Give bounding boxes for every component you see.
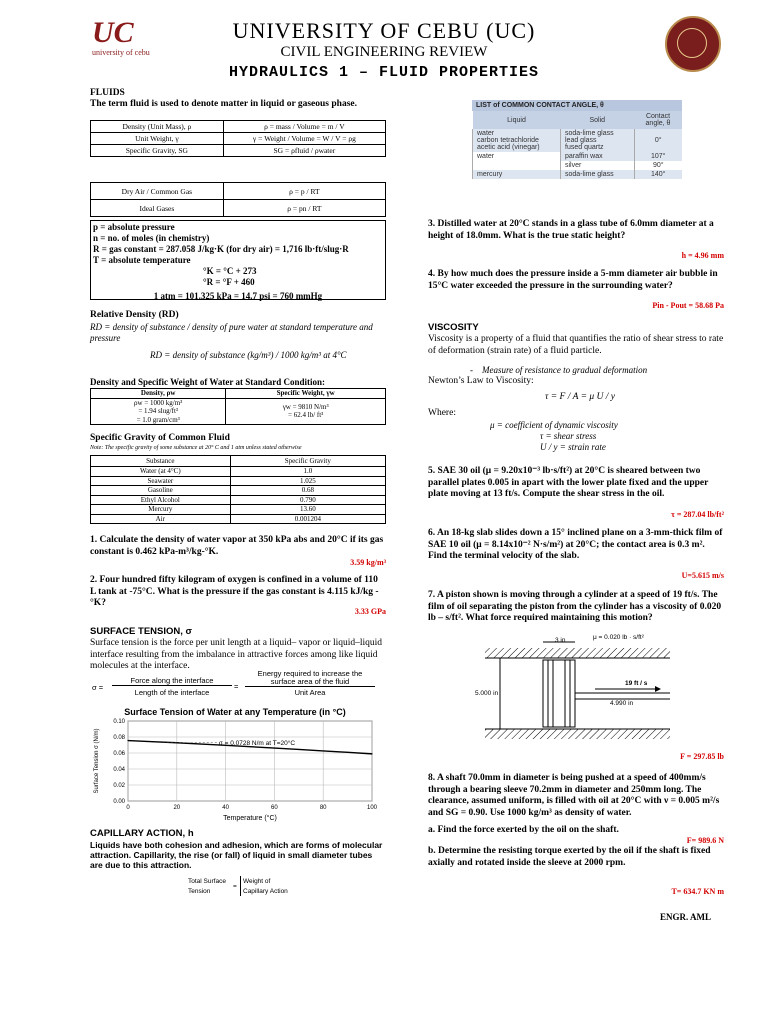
capillary-right-top: Weight of [243, 878, 271, 885]
data-point [152, 741, 153, 742]
where-tau: τ = shear stress [540, 431, 597, 441]
problem-3: 3. Distilled water at 20°C stands in a glass tube of 6.0mm diameter at a height of 18.0mm. What is the true static height? [428, 219, 714, 241]
contact-solid: paraffin wax [561, 152, 635, 161]
surface-tension-chart [90, 705, 380, 820]
chart-annotation: σ = 0.0728 N/m at T=20°C [218, 739, 296, 747]
y-tick-label: 0.02 [113, 783, 125, 789]
sigma-symbol: σ = [92, 683, 104, 692]
y-tick-label: 0.08 [113, 735, 125, 741]
newton-equation: τ = F / A = μ U / y [545, 392, 615, 402]
data-point [201, 743, 202, 744]
problem-6: 6. An 18-kg slab slides down a 15° inclined plane on a 3-mm-thick film of SAE 10 oil (μ = 8.14x10⁻² N·s/m²) at 20°C; the contact area is 0.3 m². Find the terminal velocity of the slab. [428, 528, 723, 561]
page-subtitle: CIVIL ENGINEERING REVIEW [280, 44, 488, 60]
contact-table-title: LIST of COMMON CONTACT ANGLE, θ [472, 100, 682, 111]
contact-liquid: carbon tetrachloride [477, 137, 539, 144]
formula-left-bot: Length of the interface [134, 688, 210, 697]
piston-outer-label: 5.000 in [475, 690, 499, 697]
contact-col-angle: Contact angle, θ [634, 111, 682, 129]
sg-substance: Ethyl Alcohol [91, 495, 231, 505]
answer-2: 3.33 GPa [354, 607, 386, 616]
formula-left-top: Force along the interface [112, 676, 232, 686]
page-title: UNIVERSITY OF CEBU (UC) [232, 18, 536, 43]
gas-name: Dry Air / Common Gas [91, 183, 224, 200]
capillary-formula: Total Surface Tension = Weight of Capillary Action [188, 878, 288, 895]
viscosity-bullet: - Measure of resistance to gradual deformation [470, 365, 648, 375]
answer-6: U=5.615 m/s [681, 571, 724, 580]
contact-col-liquid: Liquid [473, 111, 561, 129]
surface-tension-text: Surface tension is the force per unit length at a liquid– vapor or liquid–liquid interface resulting from the imbalance in attractive forces among like liquid molecules at the interface. [90, 638, 383, 671]
definition-line: °R = °F + 460 [203, 277, 255, 287]
property-table [90, 120, 386, 157]
sg-col-value: Specific Gravity [230, 456, 385, 467]
formula-right-top: Energy required to increase the surface area of the fluid [245, 670, 375, 687]
fluids-intro: The term fluid is used to denote matter in liquid or gaseous phase. [90, 99, 357, 109]
property-formula: SG = ρfluid / ρwater [223, 145, 385, 157]
sg-value: 1.025 [230, 476, 385, 486]
gas-formula: ρ = p / RT [223, 183, 385, 200]
property-formula: ρ = mass / Volume = m / V [223, 121, 385, 133]
gas-name: Ideal Gases [91, 200, 224, 217]
definition-line: n = no. of moles (in chemistry) [93, 233, 210, 243]
x-tick-label: 60 [271, 805, 278, 811]
water-density-value: ρw = 1000 kg/m³ [134, 398, 183, 407]
logo-caption: university of cebu [92, 48, 150, 57]
university-seal [665, 16, 721, 72]
y-tick-label: 0.00 [113, 799, 125, 805]
piston-figure [475, 634, 675, 746]
piston-speed-label: 19 ft / s [625, 680, 648, 687]
x-tick-label: 80 [319, 805, 327, 811]
contact-solid: lead glass [565, 137, 597, 144]
definition-line: R = gas constant = 287.058 J/kg·K (for dry air) = 1,716 lb·ft/slug·R [93, 244, 349, 254]
x-tick-label: 100 [366, 805, 378, 811]
viscosity-text: Viscosity is a property of a fluid that quantifies the ratio of shear stress to rate of deformation (strain rate) of a fluid particle. [428, 334, 724, 356]
sg-value: 1.0 [230, 467, 385, 477]
where-strain: U / y = strain rate [540, 442, 606, 452]
where-label: Where: [428, 408, 456, 418]
piston-mu-label: μ = 0.020 lb · s/ft² [593, 634, 644, 641]
surface-tension-formula: σ = Force along the interface Length of the interface = Energy required to increase the surface area of the fluid Unit Area [90, 670, 380, 704]
contact-liquid: mercury [473, 170, 561, 179]
chart-title: Surface Tension of Water at any Temperature (in °C) [124, 707, 346, 717]
contact-solid: fused quartz [565, 144, 604, 151]
water-col-weight: Specific Weight, γw [226, 389, 386, 399]
contact-col-solid: Solid [561, 111, 635, 129]
problem-8: 8. A shaft 70.0mm in diameter is being pushed at a speed of 400mm/s through a bearing sleeve 70.2mm in diameter and 250mm long. The clearance, assumed uniform, is filled with oil at 20°C with ν = 0.005 m²/s and SG = 0.90. Use 1000 kg/m³ as density of water. [428, 773, 720, 818]
water-density-value: = 1.0 gram/cm³ [136, 415, 180, 424]
chart-svg [90, 705, 380, 823]
x-tick-label: 0 [126, 805, 130, 811]
sg-value: 13.60 [230, 505, 385, 515]
problem-8a: a. Find the force exerted by the oil on the shaft. [428, 825, 619, 835]
viscosity-heading: VISCOSITY [428, 322, 479, 333]
water-table [90, 388, 386, 425]
capillary-heading: CAPILLARY ACTION, h [90, 828, 194, 839]
logo-text: UC [92, 16, 134, 49]
piston-svg [475, 634, 675, 746]
contact-liquid [473, 161, 561, 170]
y-tick-label: 0.06 [113, 751, 125, 757]
capillary-text: Liquids have both cohesion and adhesion, which are forms of molecular attraction. Capillarity, the rise (or fall) of liquid in small diameter tubes are due to this attraction. [90, 840, 383, 870]
footer-author: ENGR. AML [660, 912, 712, 922]
sg-substance: Mercury [91, 505, 231, 515]
sg-substance: Seawater [91, 476, 231, 486]
property-name: Density (Unit Mass), ρ [91, 121, 224, 133]
answer-5: τ = 287.04 lb/ft² [671, 510, 724, 519]
definitions-box [90, 220, 386, 300]
topic-title: HYDRAULICS 1 – FLUID PROPERTIES [228, 64, 540, 81]
contact-angle: 90° [634, 161, 682, 170]
rd-equation-1: RD = density of substance / density of pure water at standard temperature and pressure [90, 322, 373, 343]
definition-line: °K = °C + 273 [203, 266, 257, 276]
capillary-right-bot: Capillary Action [243, 888, 288, 895]
fluids-heading: FLUIDS [90, 88, 125, 98]
surface-tension-heading: SURFACE TENSION, σ [90, 626, 193, 637]
rd-heading: Relative Density (RD) [90, 310, 179, 320]
newton-law-label: Newton’s Law to Viscosity: [428, 376, 534, 386]
contact-solid: soda-lime glass [561, 170, 635, 179]
water-col-density: Density, ρw [91, 389, 226, 399]
answer-8b: T= 634.7 KN m [671, 887, 724, 896]
problem-7: 7. A piston shown is moving through a cylinder at a speed of 19 ft/s. The film of oil separating the piston from the cylinder has a viscosity of 0.020 lb – s/ft². What force required maintaining this motion? [428, 590, 722, 623]
capillary-left-top: Total Surface [188, 878, 226, 885]
plot-area [128, 721, 372, 801]
data-point [347, 752, 348, 753]
gas-table [90, 182, 386, 217]
water-density-value: = 1.94 slug/ft³ [138, 407, 178, 415]
formula-right-bot: Unit Area [294, 688, 326, 697]
problem-2: 2. Four hundred fifty kilogram of oxygen is confined in a volume of 110 L tank at -75°C. What is the pressure if the gas constant is 4.115 kJ/kg - °K? [90, 575, 379, 608]
sg-value: 0.68 [230, 486, 385, 496]
y-tick-label: 0.04 [113, 767, 125, 773]
data-point [274, 747, 275, 748]
rd-equation-2: RD = density of substance (kg/m³) / 1000 kg/m³ at 4°C [150, 350, 347, 360]
answer-3: h = 4.96 mm [681, 251, 724, 260]
problem-1: 1. Calculate the density of water vapor at 350 kPa abs and 20°C if its gas constant is 0.462 kPa-m³/kg-°K. [90, 535, 384, 557]
gas-formula: ρ = pn / RT [223, 200, 385, 217]
answer-8a: F= 989.6 N [686, 836, 724, 845]
answer-7: F = 297.85 lb [680, 752, 724, 761]
y-tick-label: 0.10 [113, 719, 125, 725]
water-weight-value: = 62.4 lb/ ft³ [288, 411, 324, 420]
sg-heading: Specific Gravity of Common Fluid [90, 433, 230, 443]
problem-5: 5. SAE 30 oil (μ = 9.20x10⁻³ lb·s/ft²) at 20°C is sheared between two parallel plates 0.005 in apart with the lower plate fixed and the upper plate moving at 13 ft/s. Compute the shear stress in the oil. [428, 466, 709, 499]
contact-angle-table [472, 100, 682, 179]
contact-solid: soda-lime glass [565, 130, 614, 137]
x-tick-label: 20 [173, 805, 181, 811]
problem-8b: b. Determine the resisting torque exerted by the oil if the shaft is fixed axially and rotated inside the sleeve at 2000 rpm. [428, 846, 711, 868]
contact-solid: silver [561, 161, 635, 170]
data-point [371, 753, 372, 754]
sg-value: 0.790 [230, 495, 385, 505]
sg-substance: Gasoline [91, 486, 231, 496]
contact-liquid: water [473, 152, 561, 161]
contact-angle: 0° [634, 129, 682, 152]
sg-table [90, 455, 386, 524]
property-formula: γ = Weight / Volume = W / V = ρg [223, 133, 385, 145]
data-point [127, 740, 128, 741]
data-point [323, 750, 324, 751]
where-mu: μ = coefficient of dynamic viscosity [490, 420, 618, 430]
answer-4: Pin - Pout = 58.68 Pa [652, 301, 724, 310]
viscosity-bullet-text: Measure of resistance to gradual deformation [482, 365, 648, 375]
contact-angle: 107° [634, 152, 682, 161]
capillary-left-bot: Tension [188, 888, 211, 895]
sg-substance: Air [91, 514, 231, 524]
sg-note: Note: The specific gravity of some substance at 20° C and 1 atm unless stated otherwise [90, 445, 302, 451]
piston-length-label: 3 in [555, 637, 566, 644]
y-axis-label: Surface Tension σ (N/m) [94, 728, 100, 794]
property-name: Unit Weight, γ [91, 133, 224, 145]
water-table-heading: Density and Specific Weight of Water at Standard Condition: [90, 377, 326, 387]
contact-angle: 140° [634, 170, 682, 179]
data-point [298, 749, 299, 750]
sg-col-substance: Substance [91, 456, 231, 467]
definition-line: T = absolute temperature [93, 255, 191, 265]
contact-liquid: water [477, 130, 495, 137]
contact-liquid: acetic acid (vinegar) [477, 144, 540, 151]
definition-line: 1 atm = 101.325 kPa = 14.7 psi = 760 mmHg [153, 291, 323, 301]
answer-1: 3.59 kg/m³ [350, 558, 386, 567]
x-axis-label: Temperature (°C) [223, 815, 277, 822]
sg-value: 0.001204 [230, 514, 385, 524]
problem-4: 4. By how much does the pressure inside a 5-mm diameter air bubble in 15°C water exceeded the pressure in the surrounding water? [428, 269, 718, 291]
property-name: Specific Gravity, SG [91, 145, 224, 157]
water-weight-value: γw = 9810 N/m³ [282, 402, 329, 411]
piston-inner-label: 4.990 in [610, 700, 634, 707]
x-tick-label: 40 [222, 805, 229, 811]
definition-line: p = absolute pressure [93, 222, 175, 232]
sg-substance: Water (at 4°C) [91, 467, 231, 477]
